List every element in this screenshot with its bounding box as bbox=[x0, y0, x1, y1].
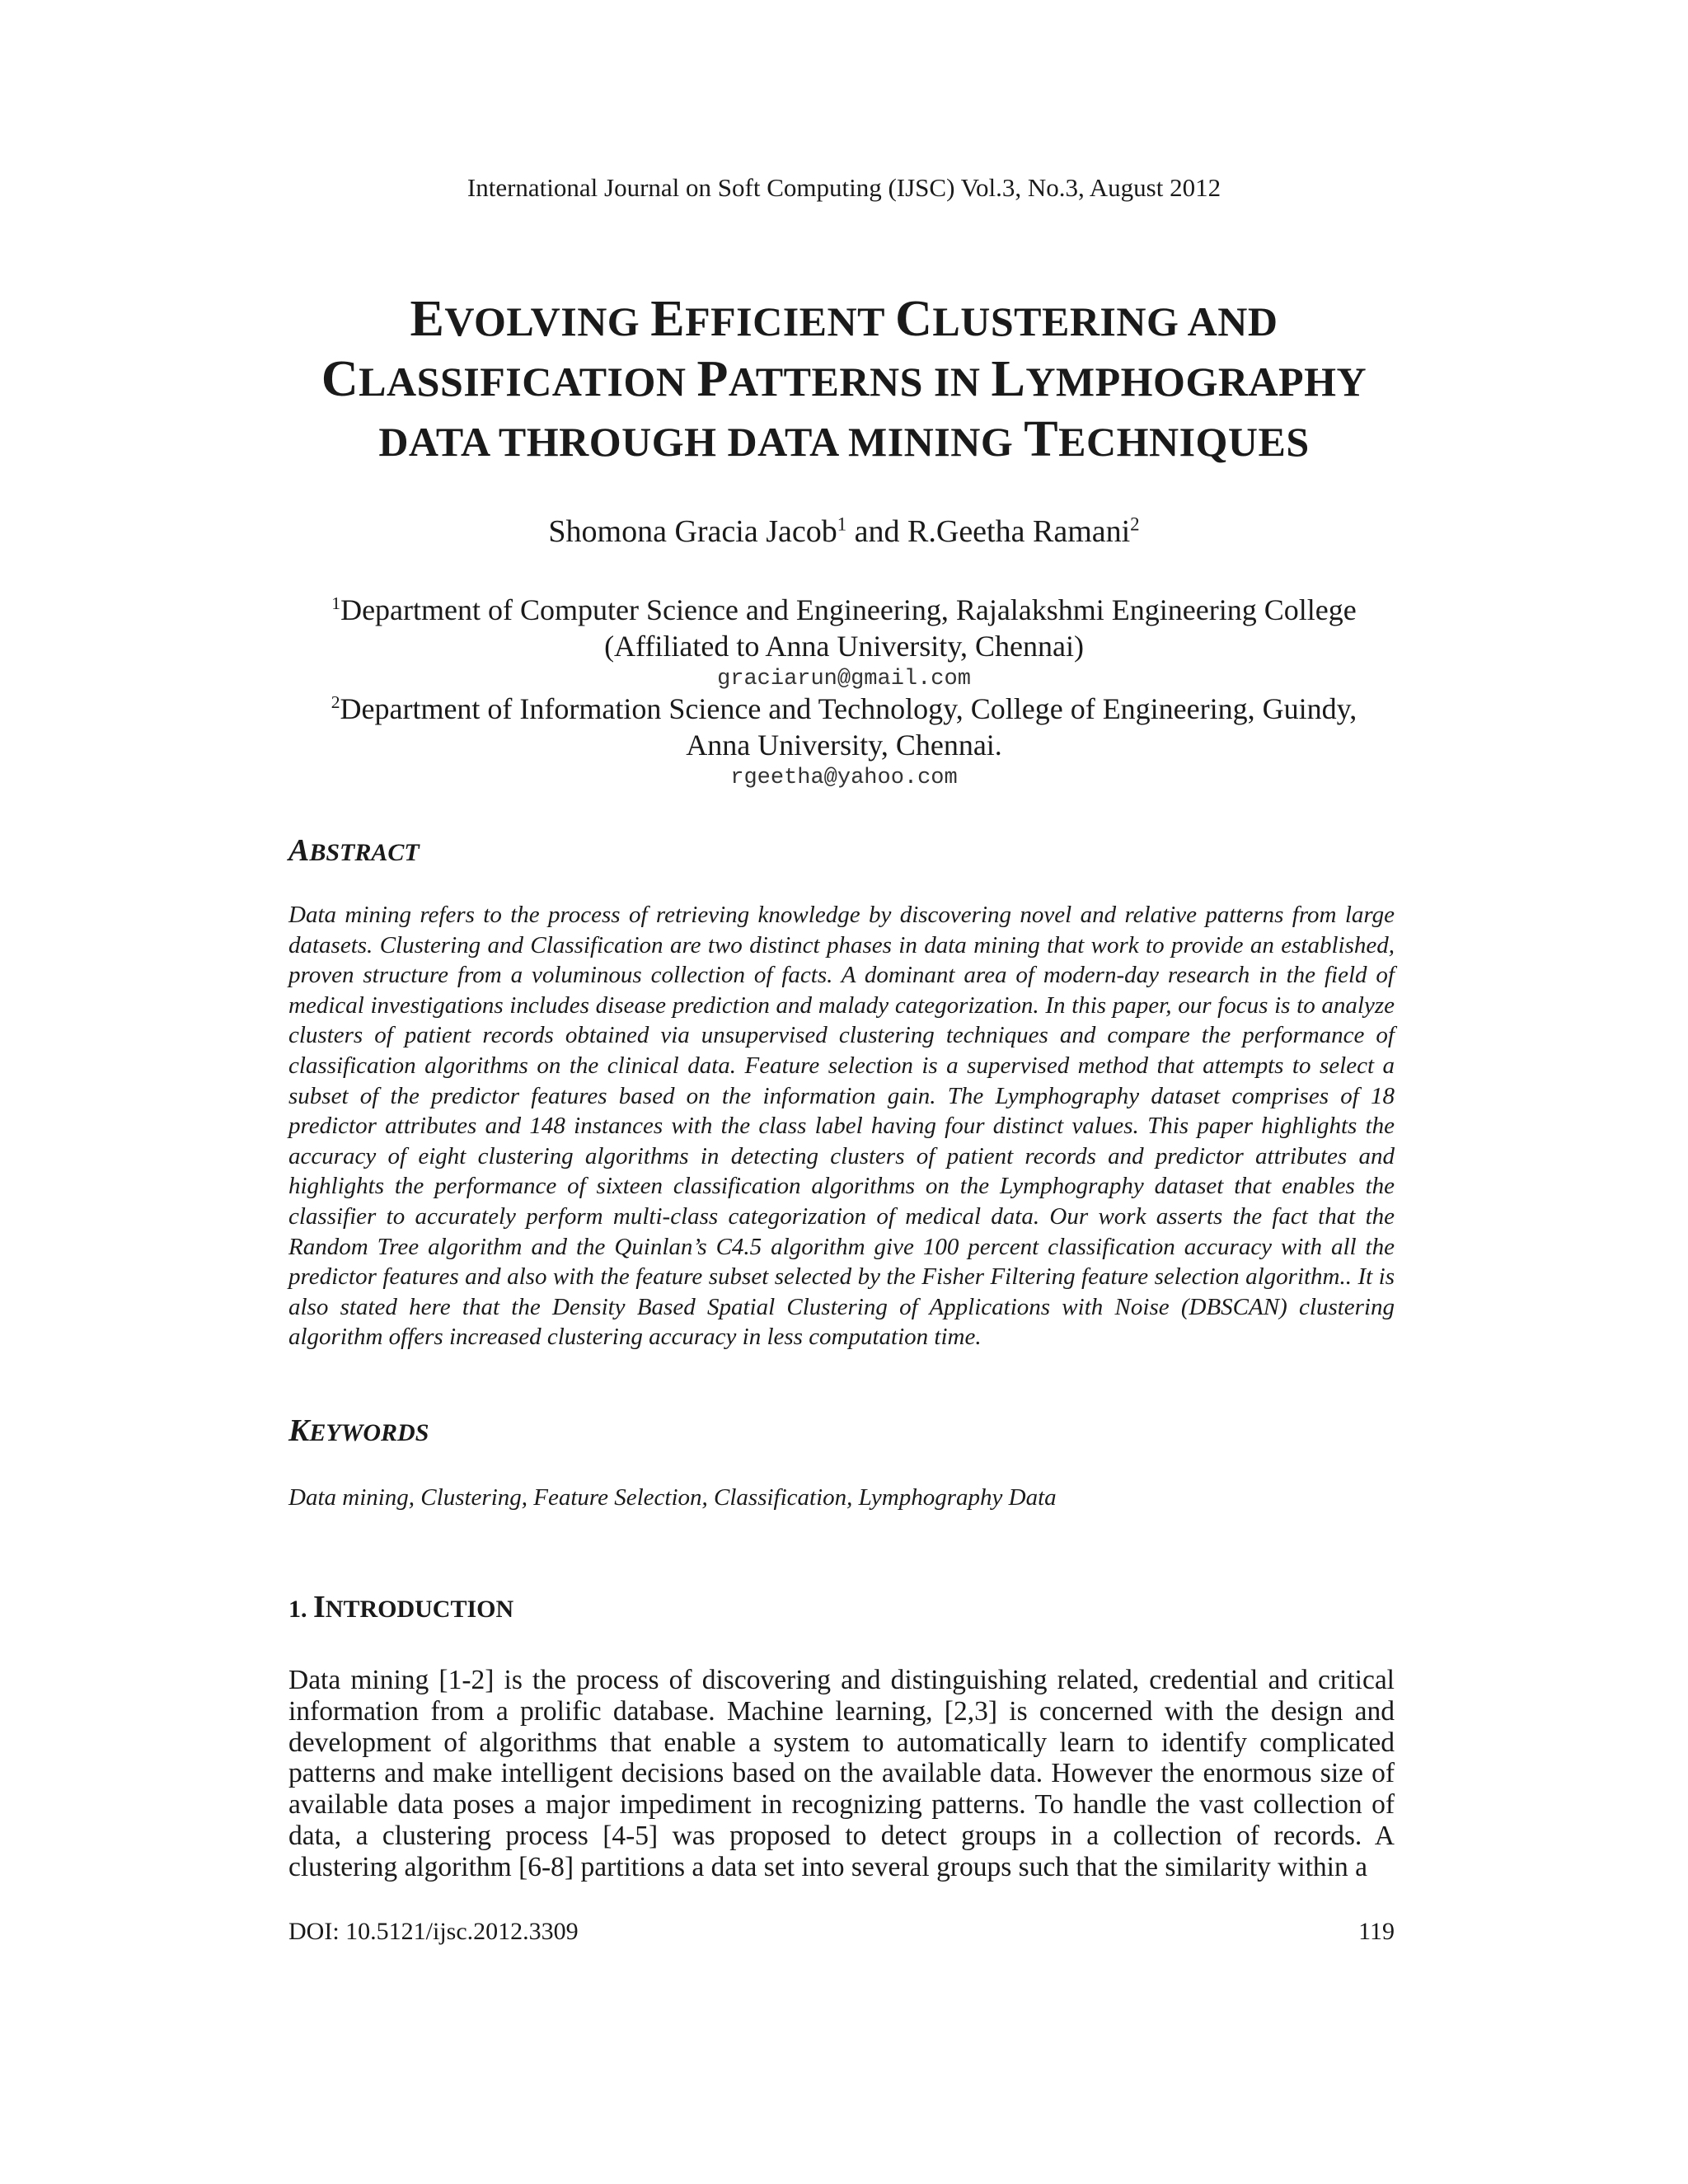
title-line-3: DATA THROUGH DATA MINING TECHNIQUES bbox=[378, 411, 1310, 467]
author-list bbox=[0, 511, 1688, 552]
doi-footer: DOI: 10.5121/ijsc.2012.3309 bbox=[288, 1918, 579, 1945]
affiliation-mark: 2 bbox=[331, 692, 340, 712]
abstract-heading: ABSTRACT bbox=[288, 833, 420, 868]
paper-title bbox=[165, 290, 1523, 471]
keywords-heading: KEYWORDS bbox=[288, 1413, 429, 1448]
running-header: International Journal on Soft Computing (IJSC) Vol.3, No.3, August 2012 bbox=[467, 173, 1221, 202]
email-address[interactable]: graciarun@gmail.com bbox=[717, 667, 971, 691]
affiliation-text: Department of Information Science and Technology, College of Engineering, Guindy, bbox=[340, 692, 1357, 725]
email-address[interactable]: rgeetha@yahoo.com bbox=[730, 766, 958, 790]
page-number: 119 bbox=[1358, 1918, 1395, 1945]
affiliation-mark: 1 bbox=[331, 593, 341, 613]
affiliation-2 bbox=[247, 691, 1441, 793]
author-affiliation-mark: 2 bbox=[1130, 513, 1140, 535]
affiliation-text: Department of Computer Science and Engineering, Rajalakshmi Engineering College bbox=[340, 593, 1357, 626]
abstract-text: Data mining refers to the process of retrieving knowledge by discovering novel and relative patterns from large datasets. Clustering and Classification are two distinct phases in data mining that work to provide an established, proven structure from a voluminous collection of facts. A dominant area of modern-day research in the field of medical investigations includes disease prediction and malady categorization. In this paper, our focus is to analyze clusters of patient records obtained via unsupervised clustering techniques and compare the performance of classification algorithms on the clinical data. Feature selection is a supervised method that attempts to select a subset of the predictor features based on the information gain. The Lymphography dataset comprises of 18 predictor attributes and 148 instances with the class label having four distinct values. This paper highlights the accuracy of eight clustering algorithms in detecting clusters of patient records and predictor attributes and highlights the performance of sixteen classification algorithms on the Lymphography dataset that enables the classifier to accurately perform multi-class categorization of medical data. Our work asserts the fact that the Random Tree algorithm and the Quinlan’s C4.5 algorithm give 100 percent classification accuracy with all the predictor features and also with the feature subset selected by the Fisher Filtering feature selection algorithm.. It is also stated here that the Density Based Spatial Clustering of Applications with Noise (DBSCAN) clustering algorithm offers increased clustering accuracy in less computation time. bbox=[288, 902, 1395, 1351]
title-line-2: CLASSIFICATION PATTERNS IN LYMPHOGRAPHY bbox=[321, 351, 1367, 407]
author-name: Shomona Gracia Jacob bbox=[548, 514, 837, 549]
introduction-text: Data mining [1-2] is the process of discovering and distinguishing related, credential and critical information from a prolific database. Machine learning, [2,3] is concerned with the design and development of algorithms that enable a system to automatically learn to identify complicated patterns and make intelligent decisions based on the available data. However the enormous size of available data poses a major impediment in recognizing patterns. To handle the vast collection of data, a clustering process [4-5] was proposed to detect groups in a collection of records. A clustering algorithm [6-8] partitions a data set into several groups such that the similarity within a bbox=[288, 1665, 1395, 1882]
affiliation-text: Anna University, Chennai. bbox=[686, 729, 1002, 762]
author-name: R.Geetha Ramani bbox=[907, 514, 1131, 549]
affiliation-1 bbox=[247, 592, 1441, 694]
affiliation-text: (Affiliated to Anna University, Chennai) bbox=[604, 630, 1084, 663]
title-line-1: EVOLVING EFFICIENT CLUSTERING AND bbox=[410, 291, 1278, 347]
author-connector: and bbox=[846, 514, 908, 549]
keywords-text: Data mining, Clustering, Feature Selection, Classification, Lymphography Data bbox=[288, 1484, 1057, 1511]
author-affiliation-mark: 1 bbox=[837, 513, 847, 535]
introduction-heading: 1. INTRODUCTION bbox=[288, 1590, 514, 1624]
